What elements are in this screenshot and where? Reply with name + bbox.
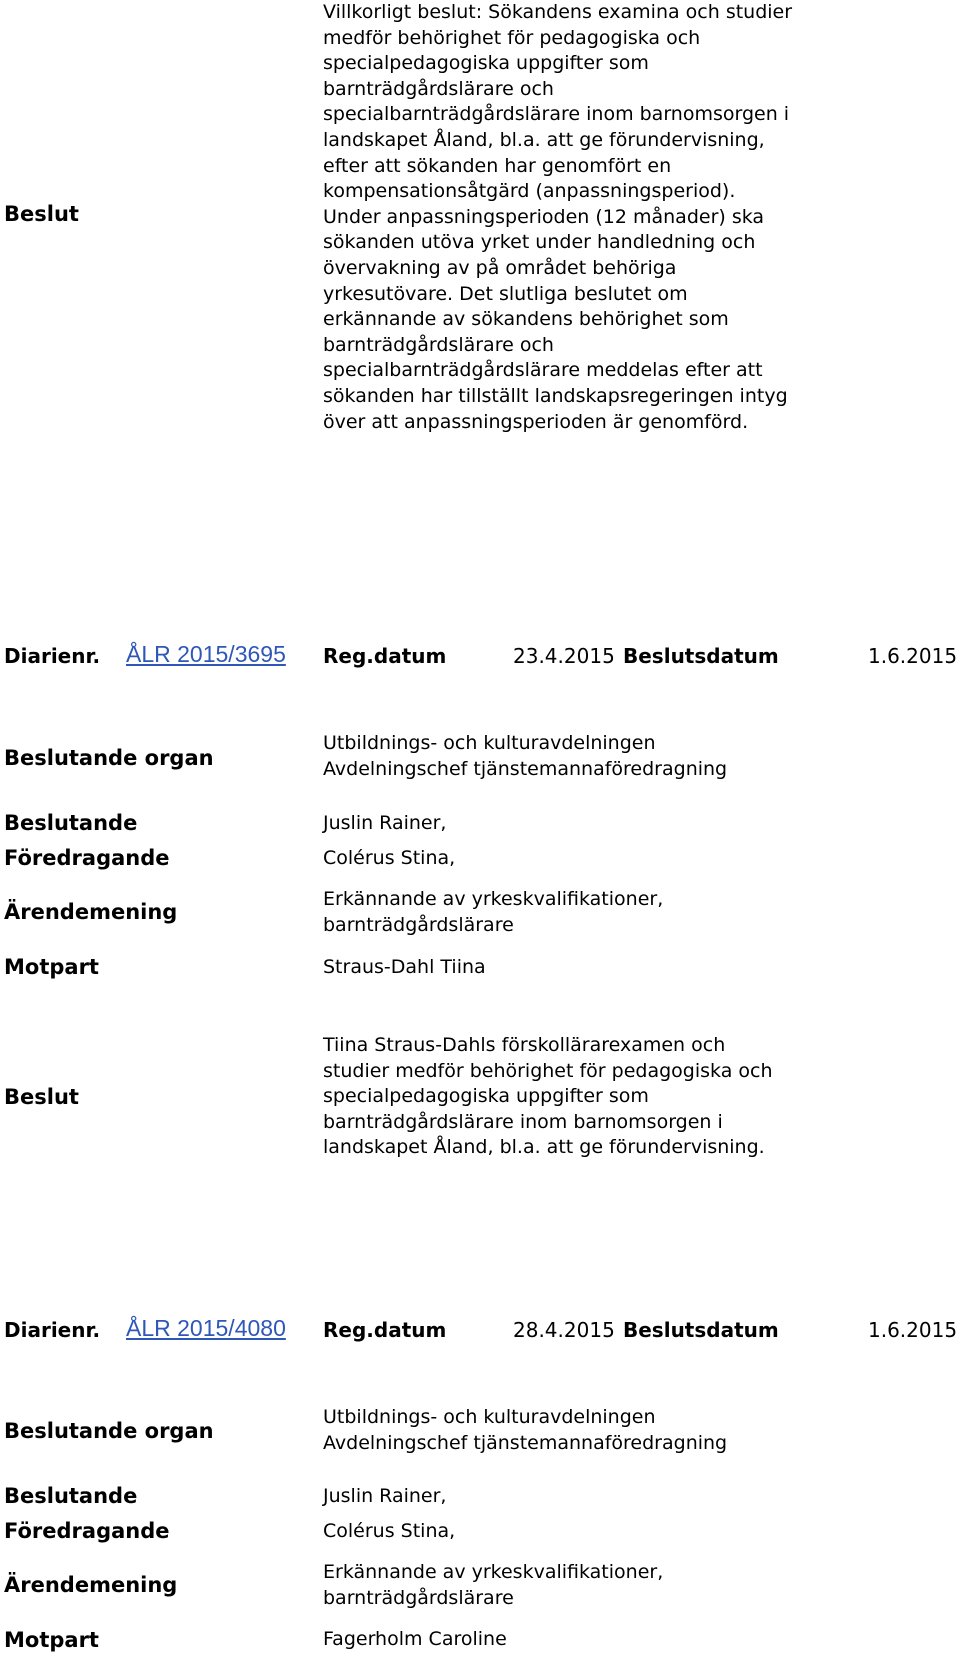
foredragande-value: Colérus Stina, xyxy=(323,847,456,869)
organ-label: Beslutande organ xyxy=(4,746,214,770)
diarienr-label: Diarienr. xyxy=(4,1318,101,1342)
text-line: erkännande av sökandens behörighet som xyxy=(323,308,729,331)
regdatum-label: Reg.datum xyxy=(323,1318,447,1342)
text-line: övervakning av på området behöriga xyxy=(323,256,677,279)
regdatum-value: 23.4.2015 xyxy=(513,644,615,668)
foredragande-label: Föredragande xyxy=(4,1519,170,1543)
text-line: Utbildnings- och kulturavdelningen xyxy=(323,1406,656,1428)
text-line: yrkesutövare. Det slutliga beslutet om xyxy=(323,282,688,305)
motpart-value: Fagerholm Caroline xyxy=(323,1628,507,1650)
beslut-text xyxy=(323,0,843,435)
text-line: barnträdgårdslärare inom barnomsorgen i xyxy=(323,1110,723,1133)
motpart-label: Motpart xyxy=(4,1628,99,1652)
beslut-label: Beslut xyxy=(4,1085,79,1109)
beslutsdatum-label: Beslutsdatum xyxy=(623,1318,779,1342)
text-line: sökanden har tillställt landskapsregeringen intyg xyxy=(323,384,788,407)
regdatum-value: 28.4.2015 xyxy=(513,1318,615,1342)
text-line: efter att sökanden har genomfört en xyxy=(323,154,672,177)
beslut-label: Beslut xyxy=(4,202,79,226)
regdatum-label: Reg.datum xyxy=(323,644,447,668)
arendemening-label: Ärendemening xyxy=(4,1573,178,1597)
foredragande-label: Föredragande xyxy=(4,846,170,870)
beslutsdatum-value: 1.6.2015 xyxy=(868,644,958,668)
beslutande-value: Juslin Rainer, xyxy=(323,812,447,834)
text-line: kompensationsåtgärd (anpassningsperiod). xyxy=(323,180,736,203)
text-line: Avdelningschef tjänstemannaföredragning xyxy=(323,1431,728,1454)
arendemening-text xyxy=(323,887,843,938)
foredragande-value: Colérus Stina, xyxy=(323,1520,456,1542)
text-line: barnträdgårdslärare xyxy=(323,1586,514,1609)
diarienr-link[interactable]: ÅLR 2015/4080 xyxy=(126,1315,286,1341)
organ-text xyxy=(323,1405,843,1456)
text-line: specialpedagogiska uppgifter som xyxy=(323,52,649,75)
arendemening-text xyxy=(323,1560,843,1611)
text-line: Utbildnings- och kulturavdelningen xyxy=(323,732,656,754)
text-line: landskapet Åland, bl.a. att ge förundervisning. xyxy=(323,1136,765,1159)
text-line: barnträdgårdslärare och xyxy=(323,333,554,356)
beslutsdatum-value: 1.6.2015 xyxy=(868,1318,958,1342)
beslutande-label: Beslutande xyxy=(4,811,138,835)
text-line: specialbarnträdgårdslärare meddelas efter att xyxy=(323,359,763,382)
text-line: specialbarnträdgårdslärare inom barnomsorgen i xyxy=(323,103,790,126)
diarienr-row xyxy=(0,641,960,674)
text-line: Erkännande av yrkeskvalifikationer, xyxy=(323,1561,664,1583)
text-line: barnträdgårdslärare och xyxy=(323,77,554,100)
beslut-text xyxy=(323,1033,843,1161)
text-line: studier medför behörighet för pedagogiska och xyxy=(323,1059,773,1082)
motpart-value: Straus-Dahl Tiina xyxy=(323,956,486,978)
beslutande-label: Beslutande xyxy=(4,1484,138,1508)
organ-text xyxy=(323,731,843,782)
text-line: Tiina Straus-Dahls förskollärarexamen och xyxy=(323,1034,726,1056)
text-line: Avdelningschef tjänstemannaföredragning xyxy=(323,757,728,780)
text-line: specialpedagogiska uppgifter som xyxy=(323,1085,649,1108)
text-line: Erkännande av yrkeskvalifikationer, xyxy=(323,888,664,910)
motpart-label: Motpart xyxy=(4,955,99,979)
diarienr-label: Diarienr. xyxy=(4,644,101,668)
diarienr-row xyxy=(0,1315,960,1348)
text-line: sökanden utöva yrket under handledning och xyxy=(323,231,756,254)
arendemening-label: Ärendemening xyxy=(4,900,178,924)
beslutande-value: Juslin Rainer, xyxy=(323,1485,447,1507)
beslutsdatum-label: Beslutsdatum xyxy=(623,644,779,668)
text-line: medför behörighet för pedagogiska och xyxy=(323,26,701,49)
text-line: barnträdgårdslärare xyxy=(323,913,514,936)
text-line: Under anpassningsperioden (12 månader) ska xyxy=(323,205,765,228)
organ-label: Beslutande organ xyxy=(4,1419,214,1443)
text-line: över att anpassningsperioden är genomförd. xyxy=(323,410,749,433)
text-line: landskapet Åland, bl.a. att ge förundervisning, xyxy=(323,128,765,151)
diarienr-link[interactable]: ÅLR 2015/3695 xyxy=(126,641,286,667)
text-line: Villkorligt beslut: Sökandens examina och studier xyxy=(323,1,793,23)
